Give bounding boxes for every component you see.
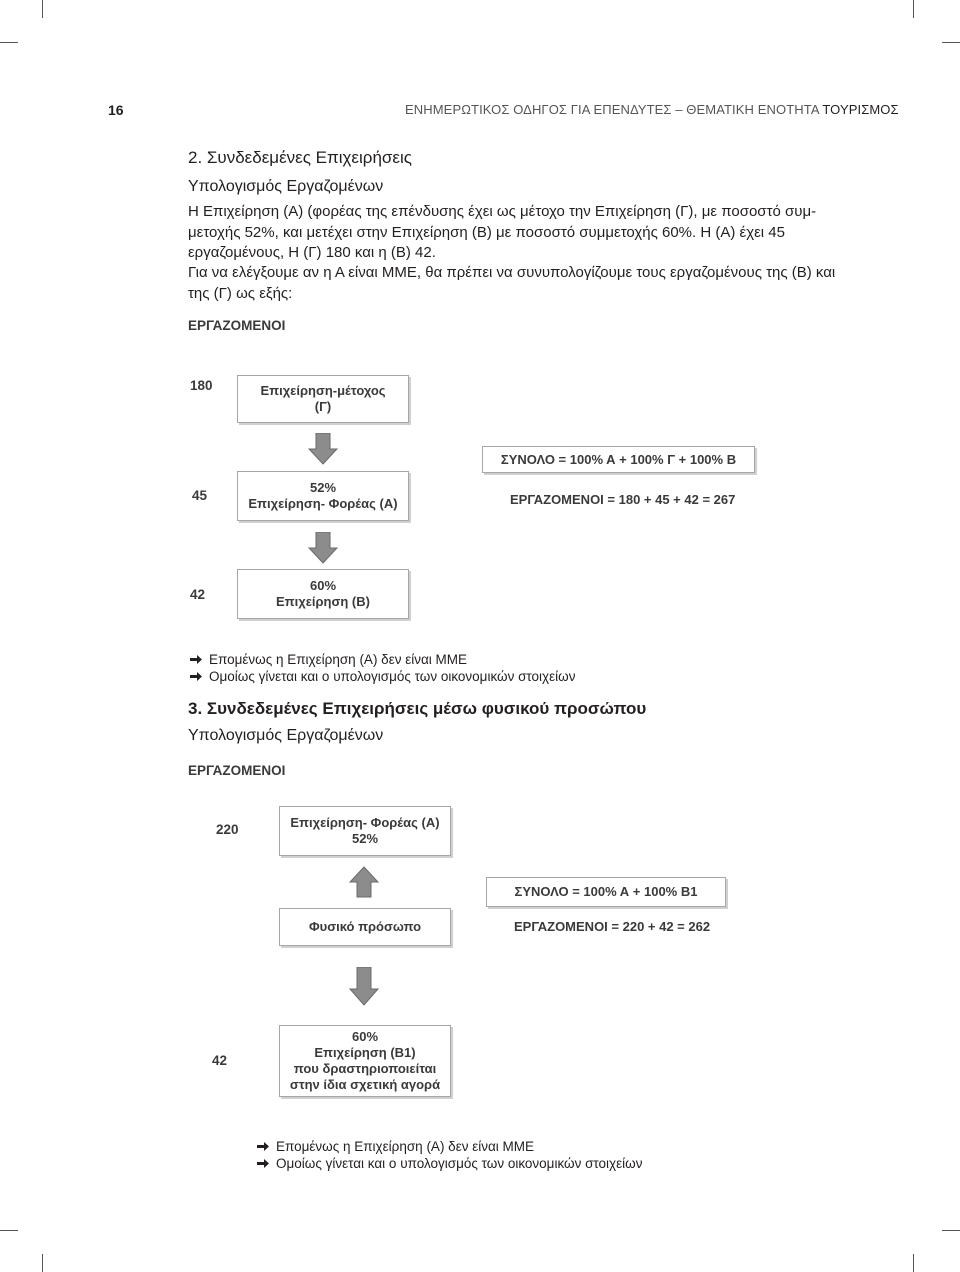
crop-mark xyxy=(942,42,960,43)
crop-mark xyxy=(942,1230,960,1231)
box-company-b xyxy=(237,569,409,619)
box-company-b1 xyxy=(279,1025,451,1097)
employees-formula: ΕΡΓΑΖΟΜΕΝΟΙ = 180 + 45 + 42 = 267 xyxy=(510,492,736,507)
box-company-c xyxy=(237,375,409,423)
arrow-right-icon xyxy=(190,654,203,665)
page-number: 16 xyxy=(108,102,124,118)
box-company-a-line2: 52% xyxy=(351,831,379,846)
box-company-c-line1: Επιχείρηση-μέτοχος xyxy=(260,383,386,398)
section-3-employees-label: ΕΡΓΑΖΟΜΕΝΟΙ xyxy=(188,763,286,778)
running-header xyxy=(405,102,899,117)
box-company-a-line1: 52% xyxy=(309,480,337,495)
note-financial-data: Ομοίως γίνεται και ο υπολογισμός των οικονομικών στοιχείων xyxy=(257,1156,642,1171)
box-company-a xyxy=(279,806,451,856)
down-arrow-icon xyxy=(308,532,338,564)
section-3-title: 3. Συνδεδεμένες Επιχειρήσεις μέσω φυσικού προσώπου xyxy=(188,699,647,718)
crop-mark xyxy=(913,0,914,18)
box-company-b1-line3: που δραστηριοποιείται xyxy=(293,1061,437,1076)
note-not-sme: Επομένως η Επιχείρηση (Α) δεν είναι ΜΜΕ xyxy=(190,652,467,667)
arrow-right-icon xyxy=(257,1158,270,1169)
total-formula: ΣΥΝΟΛΟ = 100% Α + 100% Β1 xyxy=(514,884,698,899)
box-company-a-line2: Επιχείρηση- Φορέας (Α) xyxy=(248,496,398,511)
running-header-topic: ΤΟΥΡΙΣΜΟΣ xyxy=(822,102,899,117)
arrow-right-icon xyxy=(257,1141,270,1152)
arrow-right-icon xyxy=(190,671,203,682)
section-2-subtitle: Υπολογισμός Εργαζομένων xyxy=(188,178,384,195)
total-formula-box xyxy=(486,877,726,907)
box-company-a xyxy=(237,471,409,521)
employee-count-a: 45 xyxy=(192,488,208,503)
note-not-sme: Επομένως η Επιχείρηση (Α) δεν είναι ΜΜΕ xyxy=(257,1139,534,1154)
total-formula: ΣΥΝΟΛΟ = 100% Α + 100% Γ + 100% Β xyxy=(500,451,737,467)
running-header-main: ΕΝΗΜΕΡΩΤΙΚΟΣ ΟΔΗΓΟΣ ΓΙΑ ΕΠΕΝΔΥΤΕΣ – ΘΕΜΑΤΙΚΗ ΕΝΟΤΗΤΑ xyxy=(405,102,823,117)
total-formula-box xyxy=(482,446,755,473)
employee-count-b1: 42 xyxy=(212,1053,228,1068)
employees-formula: ΕΡΓΑΖΟΜΕΝΟΙ = 220 + 42 = 262 xyxy=(514,919,711,934)
box-company-b1-line2: Επιχείρηση (Β1) xyxy=(314,1045,416,1060)
section-2-paragraph-1: Η Επιχείρηση (Α) (φορέας της επένδυσης έχει ως μέτοχο την Επιχείρηση (Γ), με ποσοστό συμ-μετοχής 52%, και μετέχει στην Επιχείρηση (Β) με ποσοστό συμμετοχής 60%. Η (Α) έχει 45 εργαζομένους, Η (Γ) 180 και η (Β) 42. xyxy=(188,203,817,261)
section-2-employees-label: ΕΡΓΑΖΟΜΕΝΟΙ xyxy=(188,318,286,333)
box-natural-person xyxy=(279,908,451,946)
down-arrow-icon xyxy=(308,433,338,465)
box-company-b1-line1: 60% xyxy=(351,1029,379,1044)
up-arrow-icon xyxy=(349,866,379,898)
down-arrow-icon xyxy=(349,967,379,1007)
box-company-c-line2: (Γ) xyxy=(314,399,332,414)
box-natural-person-line1: Φυσικό πρόσωπο xyxy=(308,919,422,934)
employee-count-b: 42 xyxy=(190,587,206,602)
section-2-paragraph-2: Για να ελέγξουμε αν η Α είναι ΜΜΕ, θα πρέπει να συνυπολογίζουμε τους εργαζομένους της (Β) και της (Γ) ως εξής: xyxy=(188,264,836,302)
employee-count-c: 180 xyxy=(190,378,213,393)
crop-mark xyxy=(42,1254,43,1272)
employee-count-a: 220 xyxy=(216,822,239,837)
crop-mark xyxy=(913,1254,914,1272)
crop-mark xyxy=(0,1230,18,1231)
crop-mark xyxy=(42,0,43,18)
section-3-subtitle: Υπολογισμός Εργαζομένων xyxy=(188,727,384,744)
box-company-b-line2: Επιχείρηση (Β) xyxy=(276,594,370,609)
section-2-title: 2. Συνδεδεμένες Επιχειρήσεις xyxy=(188,148,412,167)
crop-mark xyxy=(0,42,18,43)
note-financial-data: Ομοίως γίνεται και ο υπολογισμός των οικονομικών στοιχείων xyxy=(190,669,575,684)
box-company-b1-line4: στην ίδια σχετική αγορά xyxy=(289,1077,441,1092)
box-company-a-line1: Επιχείρηση- Φορέας (Α) xyxy=(290,815,440,830)
box-company-b-line1: 60% xyxy=(309,578,337,593)
